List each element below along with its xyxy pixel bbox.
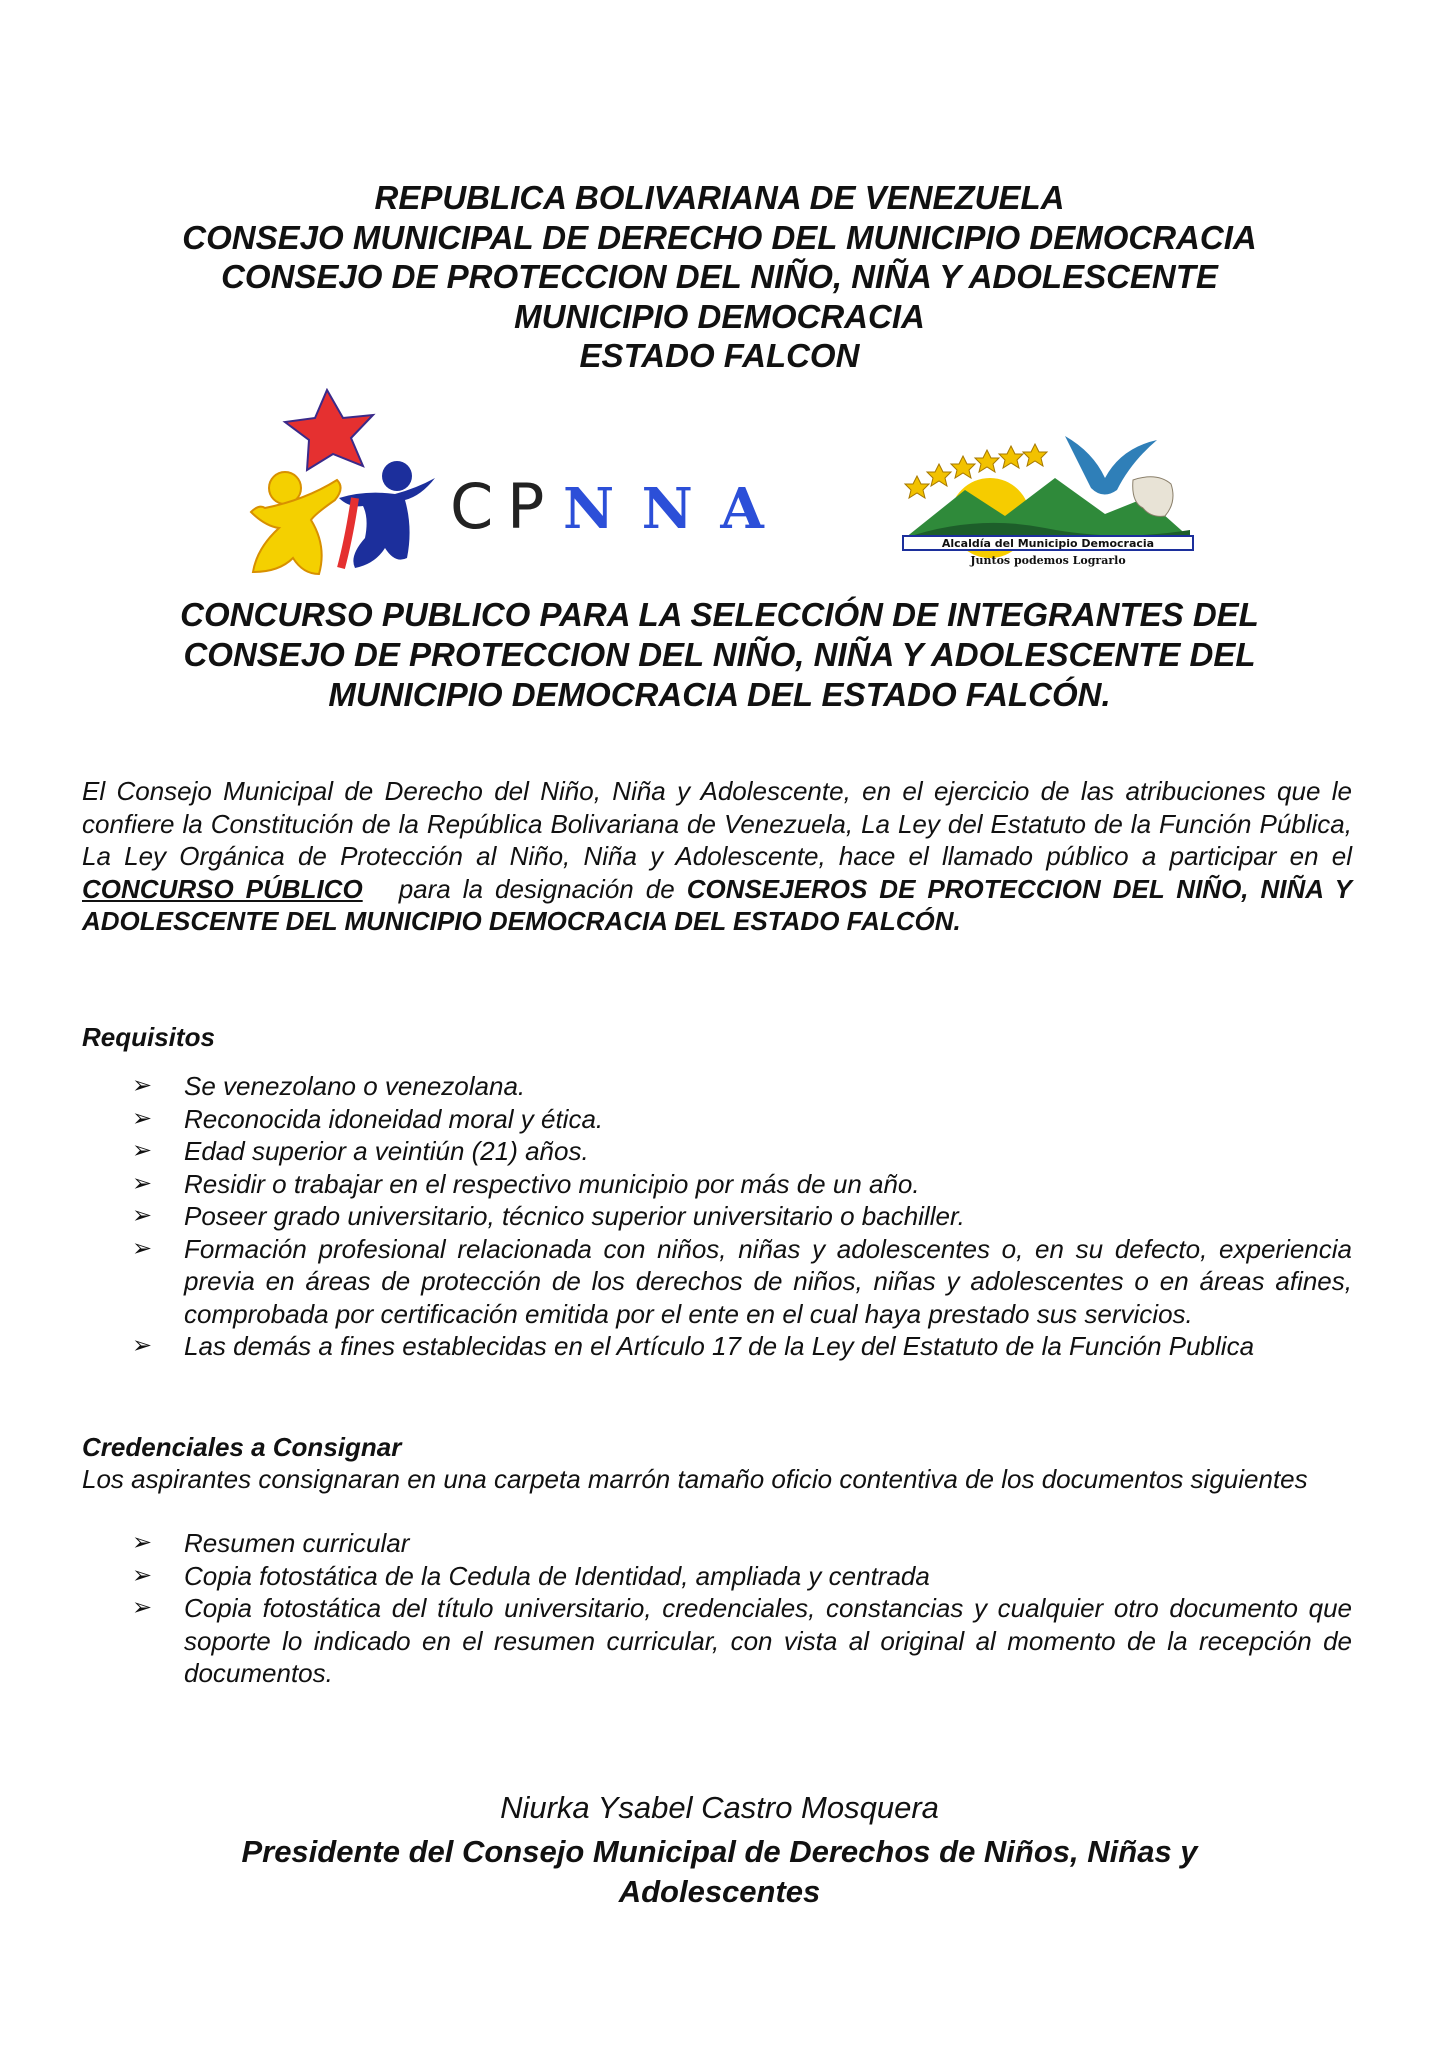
signatory-role-line: Adolescentes [618,1874,821,1909]
list-item-text: Copia fotostática del título universitario, credenciales, constancias y cualquier otro documento que soporte lo indicado en el resumen curricular, con vista al original al momento de la recepción de documentos. [184,1593,1352,1688]
list-item-text: Resumen curricular [184,1528,410,1558]
credenciales-description: Los aspirantes consignaran en una carpeta marrón tamaño oficio contentiva de los documentos siguientes [82,1464,1308,1494]
list-item [82,1527,1352,1560]
list-item [82,1592,1352,1690]
list-item-text: Edad superior a veintiún (21) años. [184,1136,589,1166]
cpnna-letter-p: P [507,470,545,543]
list-item-text: Formación profesional relacionada con niños, niñas y adolescentes o, en su defecto, experiencia previa en áreas de protección de los derechos de niños, niñas y adolescentes o en áreas afines, comprobada por certificación emitida por el ente en el cual haya prestado sus servicios. [184,1233,1352,1329]
credenciales-list [82,1527,1352,1690]
intro-text-continued: para la designación de [362,873,687,904]
intro-underlined-text: CONCURSO PÚBLICO [82,873,363,904]
intro-text: El Consejo Municipal de Derecho del Niño, Niña y Adolescente, en el ejercicio de las atribuciones que le confiere la Constitución de la República Bolivariana de Venezuela, La Ley del Estatuto de la Función Pública, La Ley Orgánica de Protección al Niño, Niña y Adolescente, hace el llamado público a participar en el [82,776,1352,871]
header-line: MUNICIPIO DEMOCRACIA [514,297,925,335]
title-line: CONSEJO DE PROTECCION DEL NIÑO, NIÑA Y ADOLESCENTE DEL [183,636,1256,673]
list-item-text: Las demás a fines establecidas en el Artículo 17 de la Ley del Estatuto de la Función Publica [184,1331,1255,1361]
list-item [82,1200,1352,1233]
list-item [82,1070,1352,1103]
arrow-bullet-icon: ➢ [132,1234,153,1262]
header-line: CONSEJO DE PROTECCION DEL NIÑO, NIÑA Y ADOLESCENTE [221,258,1218,295]
requisitos-heading: Requisitos [82,1022,215,1052]
list-item-text: Copia fotostática de la Cedula de Identidad, ampliada y centrada [184,1560,930,1591]
cpnna-letter-c: C [450,470,494,543]
yellow-figure-icon [251,472,341,574]
header-line: REPUBLICA BOLIVARIANA DE VENEZUELA [374,179,1065,216]
header-line: ESTADO FALCON [579,337,860,374]
cpnna-letters-nna: N N A [563,476,768,542]
arrow-bullet-icon: ➢ [132,1561,153,1589]
list-item-text: Se venezolano o venezolana. [184,1071,526,1101]
list-item [82,1103,1352,1136]
red-star-icon [285,390,373,470]
document-header [0,178,1439,376]
signatory-role [0,1832,1439,1912]
signatory-role-line: Presidente del Consejo Municipal de Derechos de Niños, Niñas y [241,1834,1198,1869]
list-item-text: Reconocida idoneidad moral y ética. [184,1103,604,1134]
list-item [82,1330,1352,1363]
arrow-bullet-icon: ➢ [132,1202,153,1229]
credenciales-heading: Credenciales a Consignar [82,1432,402,1462]
arrow-bullet-icon: ➢ [132,1137,153,1164]
cpnna-logo [245,388,775,583]
alcaldia-caption: Alcaldía del Municipio Democracia [941,537,1155,550]
title-line: CONCURSO PUBLICO PARA LA SELECCIÓN DE INTEGRANTES DEL [180,596,1259,633]
arrow-bullet-icon: ➢ [132,1104,153,1132]
logos-row [0,388,1439,588]
blue-figure-icon [339,461,435,568]
intro-bold-text: CONSEJEROS DE PROTECCION DEL NIÑO, NIÑA Y ADOLESCENTE DEL MUNICIPIO DEMOCRACIA DEL ESTADO FALCÓN. [82,873,1352,936]
arrow-bullet-icon: ➢ [132,1529,153,1556]
contest-title [0,595,1439,715]
arrow-bullet-icon: ➢ [132,1072,153,1099]
header-line: CONSEJO MUNICIPAL DE DERECHO DEL MUNICIPIO DEMOCRACIA [182,218,1257,256]
intro-paragraph [82,775,1352,938]
list-item [82,1135,1352,1168]
alcaldia-logo [895,418,1200,568]
list-item [82,1233,1352,1331]
list-item [82,1560,1352,1593]
arrow-bullet-icon: ➢ [132,1594,153,1621]
list-item-text: Residir o trabajar en el respectivo municipio por más de un año. [184,1168,920,1199]
alcaldia-slogan: Juntos podemos Lograrlo [970,554,1126,567]
signatory-name: Niurka Ysabel Castro Mosquera [500,1790,939,1825]
arrow-bullet-icon: ➢ [132,1332,153,1359]
arrow-bullet-icon: ➢ [132,1169,153,1197]
list-item-text: Poseer grado universitario, técnico superior universitario o bachiller. [184,1201,965,1231]
list-item [82,1168,1352,1201]
title-line: MUNICIPIO DEMOCRACIA DEL ESTADO FALCÓN. [328,676,1111,713]
requisitos-list [82,1070,1352,1363]
